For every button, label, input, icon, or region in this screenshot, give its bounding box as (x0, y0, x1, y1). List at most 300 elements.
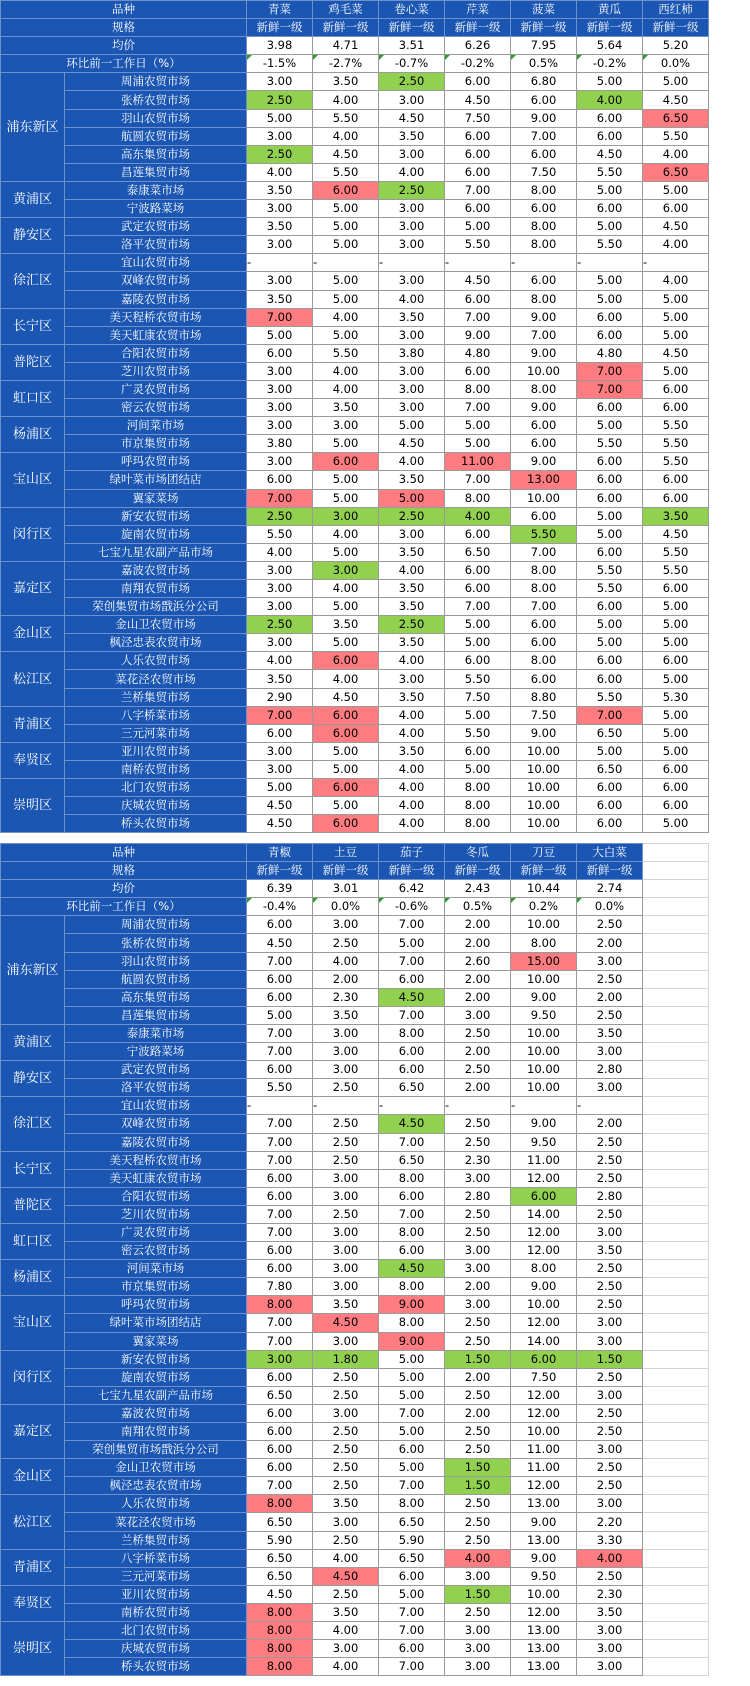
price-cell[interactable]: 2.00 (445, 1043, 511, 1061)
price-cell[interactable]: 10.00 (511, 1585, 577, 1603)
price-cell[interactable]: 3.00 (247, 598, 313, 616)
market-name[interactable]: 密云农贸市场 (65, 1242, 247, 1260)
price-cell[interactable]: 5.00 (643, 181, 709, 199)
price-cell[interactable]: 6.00 (445, 652, 511, 670)
price-cell[interactable]: 4.00 (643, 236, 709, 254)
price-cell[interactable]: 15.00 (511, 952, 577, 970)
price-cell[interactable]: 2.00 (445, 1278, 511, 1296)
market-name[interactable]: 密云农贸市场 (65, 399, 247, 417)
price-cell[interactable]: 4.80 (577, 344, 643, 362)
price-cell[interactable]: 1.50 (445, 1459, 511, 1477)
price-cell[interactable]: 5.00 (577, 507, 643, 525)
market-name[interactable]: 宁波路菜场 (65, 200, 247, 218)
price-cell[interactable]: 2.50 (379, 616, 445, 634)
price-cell[interactable]: 2.50 (313, 1386, 379, 1404)
price-cell[interactable]: 2.30 (445, 1151, 511, 1169)
price-cell[interactable]: 9.00 (511, 1115, 577, 1133)
price-cell[interactable]: 6.00 (511, 634, 577, 652)
price-cell[interactable]: 3.00 (445, 1640, 511, 1658)
price-cell[interactable]: 6.50 (379, 1549, 445, 1567)
average-value[interactable]: 4.71 (313, 37, 379, 55)
price-cell[interactable]: 6.50 (247, 1567, 313, 1585)
price-cell[interactable]: 9.00 (511, 724, 577, 742)
price-cell[interactable]: 3.00 (379, 525, 445, 543)
price-cell[interactable]: 7.00 (577, 380, 643, 398)
price-cell[interactable]: 3.00 (379, 218, 445, 236)
price-cell[interactable]: 8.00 (247, 1658, 313, 1676)
price-cell[interactable]: 8.00 (511, 1260, 577, 1278)
price-cell[interactable]: 3.00 (313, 1024, 379, 1042)
price-cell[interactable]: 6.00 (247, 1061, 313, 1079)
price-cell[interactable]: 6.00 (577, 489, 643, 507)
price-cell[interactable]: 3.50 (379, 127, 445, 145)
price-cell[interactable]: 3.00 (445, 1260, 511, 1278)
price-cell[interactable]: 2.00 (445, 988, 511, 1006)
change-value[interactable]: -0.2% (445, 55, 511, 73)
price-cell[interactable]: 4.00 (379, 724, 445, 742)
price-cell[interactable]: 5.00 (577, 290, 643, 308)
price-cell[interactable]: 3.00 (247, 760, 313, 778)
average-value[interactable]: 6.26 (445, 37, 511, 55)
price-cell[interactable]: 2.50 (577, 970, 643, 988)
change-value[interactable]: -0.2% (577, 55, 643, 73)
market-name[interactable]: 南翔农贸市场 (65, 1423, 247, 1441)
price-cell[interactable]: 6.00 (445, 561, 511, 579)
price-cell[interactable]: 6.00 (511, 417, 577, 435)
price-cell[interactable]: 13.00 (511, 1531, 577, 1549)
price-cell[interactable]: 7.00 (247, 1223, 313, 1241)
empty-cell[interactable] (643, 1314, 709, 1332)
price-cell[interactable]: 3.00 (247, 453, 313, 471)
price-cell[interactable]: 6.00 (511, 507, 577, 525)
price-cell[interactable]: 5.00 (643, 634, 709, 652)
price-cell[interactable]: 2.50 (577, 1404, 643, 1422)
market-name[interactable]: 昌莲集贸市场 (65, 1006, 247, 1024)
price-cell[interactable]: 5.50 (643, 453, 709, 471)
price-cell[interactable]: 5.00 (313, 598, 379, 616)
price-cell[interactable]: 5.00 (379, 1423, 445, 1441)
price-cell[interactable]: 5.00 (313, 489, 379, 507)
district-label[interactable]: 闵行区 (1, 507, 65, 561)
price-cell[interactable]: 2.50 (445, 1386, 511, 1404)
price-cell[interactable]: 6.50 (379, 1079, 445, 1097)
price-cell[interactable]: 5.00 (313, 471, 379, 489)
price-cell[interactable]: 3.00 (577, 1332, 643, 1350)
spec-value[interactable]: 新鲜一级 (247, 862, 313, 880)
price-cell[interactable]: 6.00 (445, 200, 511, 218)
empty-cell[interactable] (643, 1658, 709, 1676)
price-cell[interactable]: 10.00 (511, 489, 577, 507)
price-cell[interactable]: 6.00 (643, 489, 709, 507)
spec-value[interactable]: 新鲜一级 (313, 862, 379, 880)
price-cell[interactable]: 6.00 (247, 344, 313, 362)
district-label[interactable]: 静安区 (1, 1061, 65, 1097)
price-cell[interactable]: 5.00 (577, 742, 643, 760)
district-label[interactable]: 松江区 (1, 1495, 65, 1549)
price-cell[interactable]: 2.00 (445, 934, 511, 952)
price-cell[interactable]: 3.00 (247, 580, 313, 598)
price-cell[interactable]: 11.00 (511, 1441, 577, 1459)
price-cell[interactable]: 4.50 (313, 1567, 379, 1585)
price-cell[interactable]: 6.00 (511, 200, 577, 218)
price-cell[interactable]: 8.00 (379, 1278, 445, 1296)
price-cell[interactable]: 3.00 (247, 561, 313, 579)
market-name[interactable]: 航圆农贸市场 (65, 970, 247, 988)
price-cell[interactable]: 8.00 (379, 1223, 445, 1241)
change-value[interactable]: 0.5% (511, 55, 577, 73)
price-cell[interactable]: - (643, 254, 709, 272)
market-name[interactable]: 武定农贸市场 (65, 218, 247, 236)
market-name[interactable]: 武定农贸市场 (65, 1061, 247, 1079)
price-cell[interactable]: 6.00 (379, 1242, 445, 1260)
price-cell[interactable]: 5.00 (643, 326, 709, 344)
market-name[interactable]: 亚川农贸市场 (65, 742, 247, 760)
price-cell[interactable]: 2.50 (445, 1115, 511, 1133)
price-cell[interactable]: 2.80 (577, 1187, 643, 1205)
price-cell[interactable]: 5.50 (247, 1079, 313, 1097)
district-label[interactable]: 普陀区 (1, 1187, 65, 1223)
price-cell[interactable]: 3.50 (313, 1296, 379, 1314)
market-name[interactable]: 翼家菜场 (65, 1332, 247, 1350)
price-cell[interactable]: 10.00 (511, 1061, 577, 1079)
price-cell[interactable]: 2.00 (313, 970, 379, 988)
price-cell[interactable]: 6.00 (511, 1350, 577, 1368)
price-cell[interactable]: 2.50 (577, 1205, 643, 1223)
price-cell[interactable]: 6.00 (643, 471, 709, 489)
price-cell[interactable]: 8.00 (511, 218, 577, 236)
price-cell[interactable]: 6.00 (577, 670, 643, 688)
district-label[interactable]: 嘉定区 (1, 561, 65, 615)
price-cell[interactable]: 5.00 (445, 760, 511, 778)
price-cell[interactable]: 1.50 (577, 1350, 643, 1368)
price-cell[interactable]: 7.00 (577, 362, 643, 380)
price-cell[interactable]: - (445, 1097, 511, 1115)
empty-cell[interactable] (643, 1278, 709, 1296)
price-cell[interactable]: 3.50 (379, 543, 445, 561)
price-cell[interactable]: 4.50 (313, 145, 379, 163)
price-cell[interactable]: 6.00 (379, 1640, 445, 1658)
change-value[interactable]: 0.2% (511, 898, 577, 916)
price-cell[interactable]: 7.50 (511, 163, 577, 181)
price-cell[interactable]: 3.50 (577, 1024, 643, 1042)
price-cell[interactable]: 2.00 (577, 1115, 643, 1133)
price-cell[interactable]: 3.00 (379, 91, 445, 109)
price-cell[interactable]: 6.00 (445, 525, 511, 543)
price-cell[interactable]: 4.50 (643, 91, 709, 109)
price-cell[interactable]: 3.50 (379, 688, 445, 706)
price-cell[interactable]: 2.50 (445, 1061, 511, 1079)
market-name[interactable]: 嘉陵农贸市场 (65, 1133, 247, 1151)
price-cell[interactable]: 2.00 (577, 988, 643, 1006)
price-cell[interactable]: 3.00 (379, 399, 445, 417)
empty-cell[interactable] (643, 1513, 709, 1531)
market-name[interactable]: 张桥农贸市场 (65, 91, 247, 109)
market-name[interactable]: 庆城农贸市场 (65, 797, 247, 815)
price-cell[interactable]: 3.50 (313, 1495, 379, 1513)
price-cell[interactable]: 10.00 (511, 779, 577, 797)
market-name[interactable]: 绿叶菜市场团结店 (65, 471, 247, 489)
price-cell[interactable]: 5.00 (313, 543, 379, 561)
market-name[interactable]: 美天虹康农贸市场 (65, 1169, 247, 1187)
price-cell[interactable]: 4.50 (247, 797, 313, 815)
price-cell[interactable]: - (379, 254, 445, 272)
price-cell[interactable]: 6.00 (577, 109, 643, 127)
price-cell[interactable]: 6.00 (247, 1169, 313, 1187)
price-cell[interactable]: 10.00 (511, 1296, 577, 1314)
price-cell[interactable]: 7.00 (445, 181, 511, 199)
price-cell[interactable]: 5.50 (643, 127, 709, 145)
price-cell[interactable]: 7.00 (247, 706, 313, 724)
price-cell[interactable]: 6.00 (313, 779, 379, 797)
price-cell[interactable]: 5.00 (313, 326, 379, 344)
empty-cell[interactable] (643, 1242, 709, 1260)
district-label[interactable]: 黄浦区 (1, 181, 65, 217)
price-cell[interactable]: 8.00 (247, 1495, 313, 1513)
empty-cell[interactable] (643, 1061, 709, 1079)
market-name[interactable]: 新安农贸市场 (65, 507, 247, 525)
price-cell[interactable]: 3.50 (379, 471, 445, 489)
price-cell[interactable]: 5.00 (445, 706, 511, 724)
spec-value[interactable]: 新鲜一级 (511, 862, 577, 880)
price-cell[interactable]: 5.50 (577, 561, 643, 579)
price-cell[interactable]: 4.00 (577, 91, 643, 109)
average-value[interactable]: 3.51 (379, 37, 445, 55)
price-cell[interactable]: 3.00 (445, 1622, 511, 1640)
price-cell[interactable]: 5.90 (379, 1531, 445, 1549)
price-cell[interactable]: 7.50 (445, 109, 511, 127)
price-cell[interactable]: 12.00 (511, 1386, 577, 1404)
district-label[interactable]: 奉贤区 (1, 742, 65, 778)
price-cell[interactable]: - (511, 1097, 577, 1115)
price-cell[interactable]: 7.00 (247, 1024, 313, 1042)
price-cell[interactable]: 6.00 (445, 145, 511, 163)
empty-cell[interactable] (643, 1296, 709, 1314)
empty-cell[interactable] (643, 1459, 709, 1477)
price-cell[interactable]: 6.00 (379, 1187, 445, 1205)
change-value[interactable]: -0.4% (247, 898, 313, 916)
price-cell[interactable]: 7.00 (247, 1133, 313, 1151)
district-label[interactable]: 虹口区 (1, 1223, 65, 1259)
empty-cell[interactable] (643, 1205, 709, 1223)
price-cell[interactable]: 5.50 (577, 580, 643, 598)
price-cell[interactable]: 3.50 (577, 1603, 643, 1621)
empty-cell[interactable] (643, 1423, 709, 1441)
price-cell[interactable]: 1.50 (445, 1477, 511, 1495)
price-cell[interactable]: - (313, 1097, 379, 1115)
price-cell[interactable]: 6.00 (643, 779, 709, 797)
price-cell[interactable]: 2.50 (445, 1314, 511, 1332)
spec-label[interactable]: 规格 (1, 19, 247, 37)
price-cell[interactable]: 6.00 (247, 970, 313, 988)
price-cell[interactable]: 7.00 (445, 598, 511, 616)
average-value[interactable]: 5.20 (643, 37, 709, 55)
price-cell[interactable]: 7.00 (577, 706, 643, 724)
price-cell[interactable]: 2.50 (577, 916, 643, 934)
price-cell[interactable]: 9.00 (379, 1332, 445, 1350)
empty-cell[interactable] (643, 1043, 709, 1061)
market-name[interactable]: 南桥农贸市场 (65, 760, 247, 778)
empty-cell[interactable] (643, 1187, 709, 1205)
price-cell[interactable]: 9.00 (511, 308, 577, 326)
price-cell[interactable]: 6.00 (577, 326, 643, 344)
price-cell[interactable]: 3.00 (577, 1314, 643, 1332)
price-cell[interactable]: 1.50 (445, 1350, 511, 1368)
price-cell[interactable]: 3.50 (643, 507, 709, 525)
price-cell[interactable]: 2.50 (577, 1567, 643, 1585)
price-cell[interactable]: - (577, 254, 643, 272)
price-cell[interactable]: 7.00 (247, 1332, 313, 1350)
price-cell[interactable]: 6.00 (511, 1187, 577, 1205)
price-cell[interactable]: 12.00 (511, 1404, 577, 1422)
price-cell[interactable]: 7.00 (247, 1151, 313, 1169)
price-cell[interactable]: 3.80 (379, 344, 445, 362)
empty-cell[interactable] (643, 1260, 709, 1278)
change-label[interactable]: 环比前一工作日（%） (1, 898, 247, 916)
price-cell[interactable]: 8.00 (379, 1314, 445, 1332)
price-cell[interactable]: 5.00 (445, 634, 511, 652)
price-cell[interactable]: 3.00 (313, 916, 379, 934)
price-cell[interactable]: 3.00 (577, 1441, 643, 1459)
price-cell[interactable]: 5.00 (643, 742, 709, 760)
price-cell[interactable]: 7.00 (511, 127, 577, 145)
market-name[interactable]: 羽山农贸市场 (65, 952, 247, 970)
market-name[interactable]: 菜花泾农贸市场 (65, 1513, 247, 1531)
price-cell[interactable]: 6.00 (643, 652, 709, 670)
price-cell[interactable]: 10.00 (511, 1423, 577, 1441)
market-name[interactable]: 南桥农贸市场 (65, 1603, 247, 1621)
price-cell[interactable]: 2.50 (577, 1423, 643, 1441)
price-cell[interactable]: 6.00 (577, 200, 643, 218)
price-cell[interactable]: 5.00 (643, 706, 709, 724)
average-value[interactable]: 5.64 (577, 37, 643, 55)
price-cell[interactable]: 5.00 (577, 181, 643, 199)
price-cell[interactable]: 4.00 (577, 1549, 643, 1567)
change-label[interactable]: 环比前一工作日（%） (1, 55, 247, 73)
spec-value[interactable]: 新鲜一级 (313, 19, 379, 37)
price-cell[interactable]: 8.00 (511, 181, 577, 199)
empty-cell[interactable] (643, 844, 709, 862)
price-cell[interactable]: 3.00 (379, 380, 445, 398)
price-cell[interactable]: 8.00 (445, 815, 511, 833)
price-cell[interactable]: 3.00 (445, 1006, 511, 1024)
price-cell[interactable]: 3.80 (247, 435, 313, 453)
average-value[interactable]: 7.95 (511, 37, 577, 55)
price-cell[interactable]: 5.50 (445, 670, 511, 688)
price-cell[interactable]: 12.00 (511, 1314, 577, 1332)
price-cell[interactable]: 6.00 (379, 1043, 445, 1061)
district-label[interactable]: 嘉定区 (1, 1404, 65, 1458)
price-cell[interactable]: 3.00 (577, 1495, 643, 1513)
price-cell[interactable]: 3.00 (247, 742, 313, 760)
price-cell[interactable]: 5.50 (313, 163, 379, 181)
price-cell[interactable]: 3.50 (313, 616, 379, 634)
empty-cell[interactable] (643, 1097, 709, 1115)
price-cell[interactable]: 7.00 (247, 489, 313, 507)
price-cell[interactable]: 6.00 (445, 580, 511, 598)
empty-cell[interactable] (643, 1585, 709, 1603)
price-cell[interactable]: 2.50 (577, 1296, 643, 1314)
price-cell[interactable]: - (445, 254, 511, 272)
market-name[interactable]: 嘉波农贸市场 (65, 1404, 247, 1422)
price-cell[interactable]: 7.00 (379, 1006, 445, 1024)
district-label[interactable]: 青浦区 (1, 706, 65, 742)
price-cell[interactable]: 8.80 (511, 688, 577, 706)
price-cell[interactable]: 7.00 (445, 471, 511, 489)
price-cell[interactable]: 6.50 (247, 1513, 313, 1531)
price-cell[interactable]: 7.00 (379, 916, 445, 934)
price-cell[interactable]: 4.00 (379, 815, 445, 833)
average-value[interactable]: 3.01 (313, 880, 379, 898)
price-cell[interactable]: 6.00 (577, 453, 643, 471)
price-cell[interactable]: 7.00 (511, 598, 577, 616)
price-cell[interactable]: 3.00 (247, 200, 313, 218)
price-cell[interactable]: 7.80 (247, 1278, 313, 1296)
price-cell[interactable]: 8.00 (511, 290, 577, 308)
price-cell[interactable]: 5.00 (577, 417, 643, 435)
price-cell[interactable]: 6.50 (577, 724, 643, 742)
market-name[interactable]: 庆城农贸市场 (65, 1640, 247, 1658)
price-cell[interactable]: 4.50 (577, 145, 643, 163)
price-cell[interactable]: 2.50 (313, 1441, 379, 1459)
price-cell[interactable]: - (313, 254, 379, 272)
price-cell[interactable]: 2.50 (445, 1531, 511, 1549)
price-cell[interactable]: 4.50 (379, 109, 445, 127)
price-cell[interactable]: 3.00 (313, 1223, 379, 1241)
price-cell[interactable]: 7.00 (379, 1404, 445, 1422)
average-label[interactable]: 均价 (1, 880, 247, 898)
price-cell[interactable]: 6.00 (577, 815, 643, 833)
price-cell[interactable]: 5.50 (511, 525, 577, 543)
market-name[interactable]: 八字桥菜市场 (65, 706, 247, 724)
price-cell[interactable]: 6.00 (643, 797, 709, 815)
price-cell[interactable]: 7.00 (379, 1205, 445, 1223)
price-cell[interactable]: 7.00 (247, 1043, 313, 1061)
empty-cell[interactable] (643, 1549, 709, 1567)
price-cell[interactable]: 1.50 (445, 1585, 511, 1603)
market-name[interactable]: 兰桥集贸市场 (65, 688, 247, 706)
market-name[interactable]: 周浦农贸市场 (65, 73, 247, 91)
price-cell[interactable]: 10.00 (511, 815, 577, 833)
district-label[interactable]: 浦东新区 (1, 73, 65, 182)
price-cell[interactable]: 4.00 (379, 290, 445, 308)
change-value[interactable]: -1.5% (247, 55, 313, 73)
spec-label[interactable]: 规格 (1, 862, 247, 880)
price-cell[interactable]: 13.00 (511, 1640, 577, 1658)
price-cell[interactable]: 3.00 (313, 1513, 379, 1531)
market-name[interactable]: 七宝九星农副产品市场 (65, 543, 247, 561)
empty-cell[interactable] (643, 1223, 709, 1241)
price-cell[interactable]: 10.00 (511, 362, 577, 380)
price-cell[interactable]: 2.00 (577, 934, 643, 952)
change-value[interactable]: 0.0% (577, 898, 643, 916)
market-name[interactable]: 高东集贸市场 (65, 145, 247, 163)
price-cell[interactable]: 3.00 (247, 73, 313, 91)
price-cell[interactable]: 2.00 (445, 1368, 511, 1386)
price-cell[interactable]: 11.00 (511, 1459, 577, 1477)
price-cell[interactable]: 5.00 (313, 290, 379, 308)
price-cell[interactable]: 2.50 (577, 1459, 643, 1477)
price-cell[interactable]: 5.00 (247, 1006, 313, 1024)
price-cell[interactable]: 6.80 (511, 73, 577, 91)
average-value[interactable]: 2.74 (577, 880, 643, 898)
price-cell[interactable]: 5.50 (313, 344, 379, 362)
market-name[interactable]: 呼玛农贸市场 (65, 1296, 247, 1314)
price-cell[interactable]: 6.00 (313, 453, 379, 471)
variety-header[interactable]: 黄瓜 (577, 1, 643, 19)
price-cell[interactable]: 4.00 (643, 145, 709, 163)
price-cell[interactable]: 4.50 (247, 815, 313, 833)
variety-header[interactable]: 卷心菜 (379, 1, 445, 19)
